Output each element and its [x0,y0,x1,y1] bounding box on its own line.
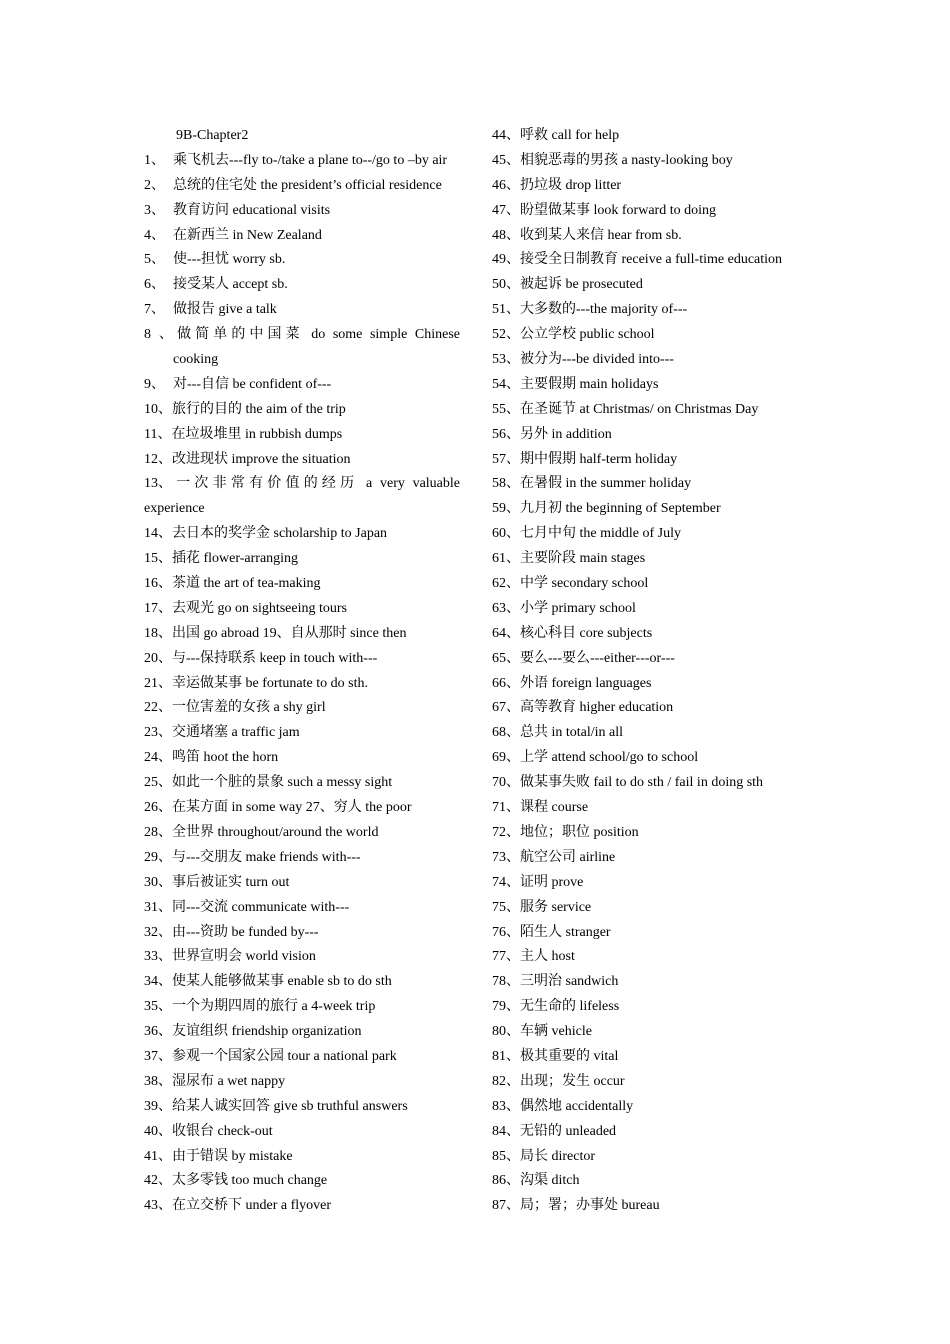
item-number: 9、 [144,376,165,392]
item-text: 陌生人 stranger [520,924,611,940]
item-number: 60、 [492,526,520,542]
item-text: 在垃圾堆里 in rubbish dumps [171,426,343,442]
item-number: 86、 [492,1173,520,1189]
item-number: 78、 [492,974,520,990]
item-text: 在某方面 in some way 27、穷人 the poor [172,800,412,816]
vocab-item [492,970,822,995]
item-number: 65、 [492,650,520,666]
item-number: 80、 [492,1024,520,1040]
vocab-item [492,174,822,199]
vocab-item [492,622,822,647]
vocab-item [144,846,460,871]
item-number: 10、 [144,401,172,417]
vocab-item [492,721,822,746]
item-text: 交通堵塞 a traffic jam [172,725,300,741]
vocab-item [144,298,460,323]
vocab-item [492,1070,822,1095]
item-text: 服务 service [520,899,592,915]
vocab-item [492,547,822,572]
item-text: 同---交流 communicate with--- [172,899,350,915]
item-text: 一位害羞的女孩 a shy girl [172,700,326,716]
item-number: 54、 [492,376,520,392]
item-text: 湿尿布 a wet nappy [172,1073,286,1089]
vocab-item [144,572,460,597]
item-text: 课程 course [520,800,589,816]
item-text: 茶道 the art of tea-making [172,576,321,592]
item-text: 旅行的目的 the aim of the trip [172,401,346,417]
item-number: 69、 [492,750,520,766]
item-text: 要么---要么---either---or--- [520,650,675,666]
vocab-item [492,199,822,224]
vocab-item [144,1020,460,1045]
item-number: 14、 [144,526,172,542]
item-number: 59、 [492,501,520,517]
item-number: 28、 [144,824,172,840]
vocab-item [492,572,822,597]
vocab-item [144,871,460,896]
vocab-item [144,1120,460,1145]
vocab-item [144,448,460,473]
vocab-item [492,1095,822,1120]
item-number: 22、 [144,700,172,716]
vocab-item [144,622,460,647]
item-number: 77、 [492,949,520,965]
item-text: 由于错误 by mistake [172,1148,293,1164]
item-text: 使---担忧 worry sb. [173,252,286,268]
vocab-item [492,647,822,672]
left-column [144,124,460,1219]
vocab-item [144,647,460,672]
item-text: 接受某人 accept sb. [173,277,288,293]
vocab-item [144,472,460,497]
item-text: 在立交桥下 under a flyover [172,1198,332,1214]
item-number: 70、 [492,775,520,791]
item-number: 37、 [144,1048,172,1064]
vocab-item [492,672,822,697]
item-text: 总统的住宅处 the president’s official residence [173,177,442,193]
item-text: 做简单的中国菜 do some simple Chinese [173,327,460,343]
vocab-item [144,174,460,199]
vocab-item [492,1020,822,1045]
vocab-item [492,224,822,249]
item-number: 1、 [144,152,165,168]
vocab-item [144,224,460,249]
item-number: 44、 [492,128,520,143]
vocab-item [144,273,460,298]
vocab-item [492,995,822,1020]
item-text: 一次非常有价值的经历 a very valuable [172,476,460,492]
item-text: 中学 secondary school [520,576,649,592]
item-text: 极其重要的 vital [520,1048,619,1064]
vocab-item [492,448,822,473]
item-text: 主人 host [520,949,575,965]
vocab-item [492,149,822,174]
item-number: 7、 [144,302,165,318]
item-number: 81、 [492,1048,520,1064]
vocab-item [144,821,460,846]
vocab-item [492,248,822,273]
vocab-item [144,746,460,771]
item-text: 去日本的奖学金 scholarship to Japan [172,526,388,542]
item-number: 85、 [492,1148,520,1164]
item-number: 71、 [492,800,520,816]
item-continuation: cooking [173,352,219,368]
vocab-item [492,323,822,348]
item-number: 3、 [144,202,165,218]
vocab-item [144,323,460,348]
vocab-item [492,124,822,149]
item-text: 事后被证实 turn out [172,874,290,890]
item-text: 使某人能够做某事 enable sb to do sth [172,974,392,990]
item-number: 84、 [492,1123,520,1139]
vocab-item [144,796,460,821]
item-number: 18、 [144,625,172,641]
item-number: 26、 [144,800,172,816]
item-text: 主要假期 main holidays [520,376,659,392]
vocab-item [492,746,822,771]
item-text: 乘飞机去---fly to-/take a plane to--/go to –by air [173,152,448,168]
item-text: 主要阶段 main stages [520,551,646,567]
item-text: 九月初 the beginning of September [520,501,721,517]
item-text: 公立学校 public school [520,327,655,343]
vocab-item [492,273,822,298]
item-number: 41、 [144,1148,172,1164]
item-number: 46、 [492,177,520,193]
item-text: 太多零钱 too much change [172,1173,328,1189]
item-text: 在新西兰 in New Zealand [173,227,322,243]
vocab-item [144,373,460,398]
vocab-item [144,896,460,921]
item-text: 车辆 vehicle [520,1024,592,1040]
vocab-item [492,373,822,398]
item-text: 另外 in addition [520,426,612,442]
item-text: 航空公司 airline [520,849,616,865]
item-text: 外语 foreign languages [520,675,652,691]
item-number: 25、 [144,775,172,791]
item-text: 核心科目 core subjects [520,625,653,641]
item-number: 48、 [492,227,520,243]
item-number: 13、 [144,476,172,492]
item-number: 30、 [144,874,172,890]
vocab-item [492,398,822,423]
item-text: 无生命的 lifeless [520,999,620,1015]
vocab-item [144,149,460,174]
item-text: 出国 go abroad 19、自从那时 since then [172,625,407,641]
item-number: 51、 [492,302,520,318]
item-text: 大多数的---the majority of--- [520,302,688,318]
vocab-item [144,199,460,224]
item-number: 49、 [492,252,520,268]
vocab-item [492,1169,822,1194]
item-number: 72、 [492,824,520,840]
item-text: 呼救 call for help [520,128,620,143]
item-text: 与---保持联系 keep in touch with--- [172,650,378,666]
vocab-item [492,597,822,622]
vocab-item [144,1194,460,1219]
item-text: 幸运做某事 be fortunate to do sth. [172,675,368,691]
vocab-item [144,423,460,448]
item-number: 45、 [492,152,520,168]
item-text: 插花 flower-arranging [172,551,299,567]
item-text: 在暑假 in the summer holiday [520,476,692,492]
item-text: 一个为期四周的旅行 a 4-week trip [172,999,376,1015]
item-text: 无铅的 unleaded [520,1123,617,1139]
item-number: 17、 [144,600,172,616]
vocab-item [144,921,460,946]
vocab-item [144,721,460,746]
vocab-item [492,1045,822,1070]
item-text: 做报告 give a talk [173,302,277,318]
vocab-item [492,522,822,547]
item-number: 50、 [492,277,520,293]
item-text: 盼望做某事 look forward to doing [520,202,716,218]
item-number: 35、 [144,999,172,1015]
item-number: 64、 [492,625,520,641]
item-number: 55、 [492,401,520,417]
item-number: 68、 [492,725,520,741]
item-text: 小学 primary school [520,600,636,616]
vocab-item [144,1095,460,1120]
item-text: 证明 prove [520,874,584,890]
item-number: 8、 [144,327,173,343]
item-number: 29、 [144,849,172,865]
item-number: 42、 [144,1173,172,1189]
item-number: 83、 [492,1098,520,1114]
item-number: 2、 [144,177,165,193]
vocab-item [492,423,822,448]
item-number: 21、 [144,675,172,691]
item-text: 鸣笛 hoot the horn [172,750,279,766]
item-text: 扔垃圾 drop litter [520,177,622,193]
item-number: 62、 [492,576,520,592]
item-text: 对---自信 be confident of--- [173,376,332,392]
vocab-item [492,1145,822,1170]
item-text: 被起诉 be prosecuted [520,277,643,293]
item-number: 66、 [492,675,520,691]
vocab-item [492,696,822,721]
vocab-item [144,248,460,273]
item-number: 75、 [492,899,520,915]
item-text: 由---资助 be funded by--- [172,924,319,940]
item-number: 34、 [144,974,172,990]
vocab-item [144,1169,460,1194]
item-number: 56、 [492,426,520,442]
item-number: 74、 [492,874,520,890]
item-text: 去观光 go on sightseeing tours [172,600,347,616]
item-number: 38、 [144,1073,172,1089]
item-number: 87、 [492,1198,520,1214]
item-number: 53、 [492,352,520,368]
vocab-item [144,771,460,796]
vocab-item [492,921,822,946]
item-text: 与---交朋友 make friends with--- [172,849,361,865]
item-number: 73、 [492,849,520,865]
vocab-item [492,771,822,796]
item-number: 67、 [492,700,520,716]
item-number: 24、 [144,750,172,766]
item-text: 出现；发生 occur [520,1073,625,1089]
item-text: 收银台 check-out [172,1123,273,1139]
item-text: 上学 attend school/go to school [520,750,699,766]
vocab-item [492,945,822,970]
item-number: 58、 [492,476,520,492]
item-text: 参观一个国家公园 tour a national park [172,1048,397,1064]
vocab-item [144,1045,460,1070]
vocab-item [144,398,460,423]
vocab-item [144,1070,460,1095]
item-number: 47、 [492,202,520,218]
vocab-item [492,796,822,821]
vocab-item [144,1145,460,1170]
item-text: 被分为---be divided into--- [520,352,674,368]
vocab-item [144,995,460,1020]
vocab-item [144,696,460,721]
item-number: 61、 [492,551,520,567]
vocab-item [492,348,822,373]
item-text: 七月中旬 the middle of July [520,526,681,542]
item-number: 23、 [144,725,172,741]
item-number: 4、 [144,227,165,243]
item-number: 33、 [144,949,172,965]
item-text: 相貌恶毒的男孩 a nasty-looking boy [520,152,733,168]
item-text: 总共 in total/in all [520,725,624,741]
vocab-item [144,547,460,572]
item-text: 高等教育 higher education [520,700,674,716]
item-text: 接受全日制教育 receive a full-time education [520,252,783,268]
item-text: 地位；职位 position [520,824,639,840]
vocab-item [144,945,460,970]
vocab-item [492,1194,822,1219]
item-number: 40、 [144,1123,172,1139]
item-number: 82、 [492,1073,520,1089]
vocab-item [492,871,822,896]
vocab-item [492,896,822,921]
item-number: 20、 [144,650,172,666]
item-text: 教育访问 educational visits [173,202,331,218]
page-title: 9B-Chapter2 [176,128,249,143]
right-column [492,124,822,1219]
item-number: 12、 [144,451,172,467]
item-text: 三明治 sandwich [520,974,619,990]
item-text: 做某事失败 fail to do sth / fail in doing sth [520,775,764,791]
item-text: 期中假期 half-term holiday [520,451,678,467]
item-number: 5、 [144,252,165,268]
item-text: 给某人诚实回答 give sb truthful answers [172,1098,408,1114]
vocab-item [144,672,460,697]
item-number: 16、 [144,576,172,592]
item-number: 11、 [144,426,172,442]
item-text: 改进现状 improve the situation [172,451,351,467]
vocab-item [144,597,460,622]
item-number: 36、 [144,1024,172,1040]
item-continuation: experience [144,501,205,517]
vocab-item [144,522,460,547]
item-number: 32、 [144,924,172,940]
vocab-item [144,970,460,995]
vocab-item [492,821,822,846]
vocab-item [492,497,822,522]
item-number: 52、 [492,327,520,343]
item-text: 偶然地 accidentally [520,1098,634,1114]
item-text: 在圣诞节 at Christmas/ on Christmas Day [520,401,759,417]
item-number: 76、 [492,924,520,940]
item-number: 63、 [492,600,520,616]
item-text: 收到某人来信 hear from sb. [520,227,682,243]
item-number: 31、 [144,899,172,915]
item-text: 局；署；办事处 bureau [520,1198,660,1214]
item-text: 世界宣明会 world vision [172,949,316,965]
item-number: 79、 [492,999,520,1015]
item-number: 15、 [144,551,172,567]
item-text: 如此一个脏的景象 such a messy sight [172,775,393,791]
item-number: 6、 [144,277,165,293]
item-number: 39、 [144,1098,172,1114]
vocab-item [492,846,822,871]
vocab-item [492,298,822,323]
item-text: 沟渠 ditch [520,1173,580,1189]
vocab-item [492,472,822,497]
item-text: 全世界 throughout/around the world [172,824,379,840]
item-number: 57、 [492,451,520,467]
item-text: 局长 director [520,1148,596,1164]
vocab-item [492,1120,822,1145]
item-number: 43、 [144,1198,172,1214]
item-text: 友谊组织 friendship organization [172,1024,362,1040]
